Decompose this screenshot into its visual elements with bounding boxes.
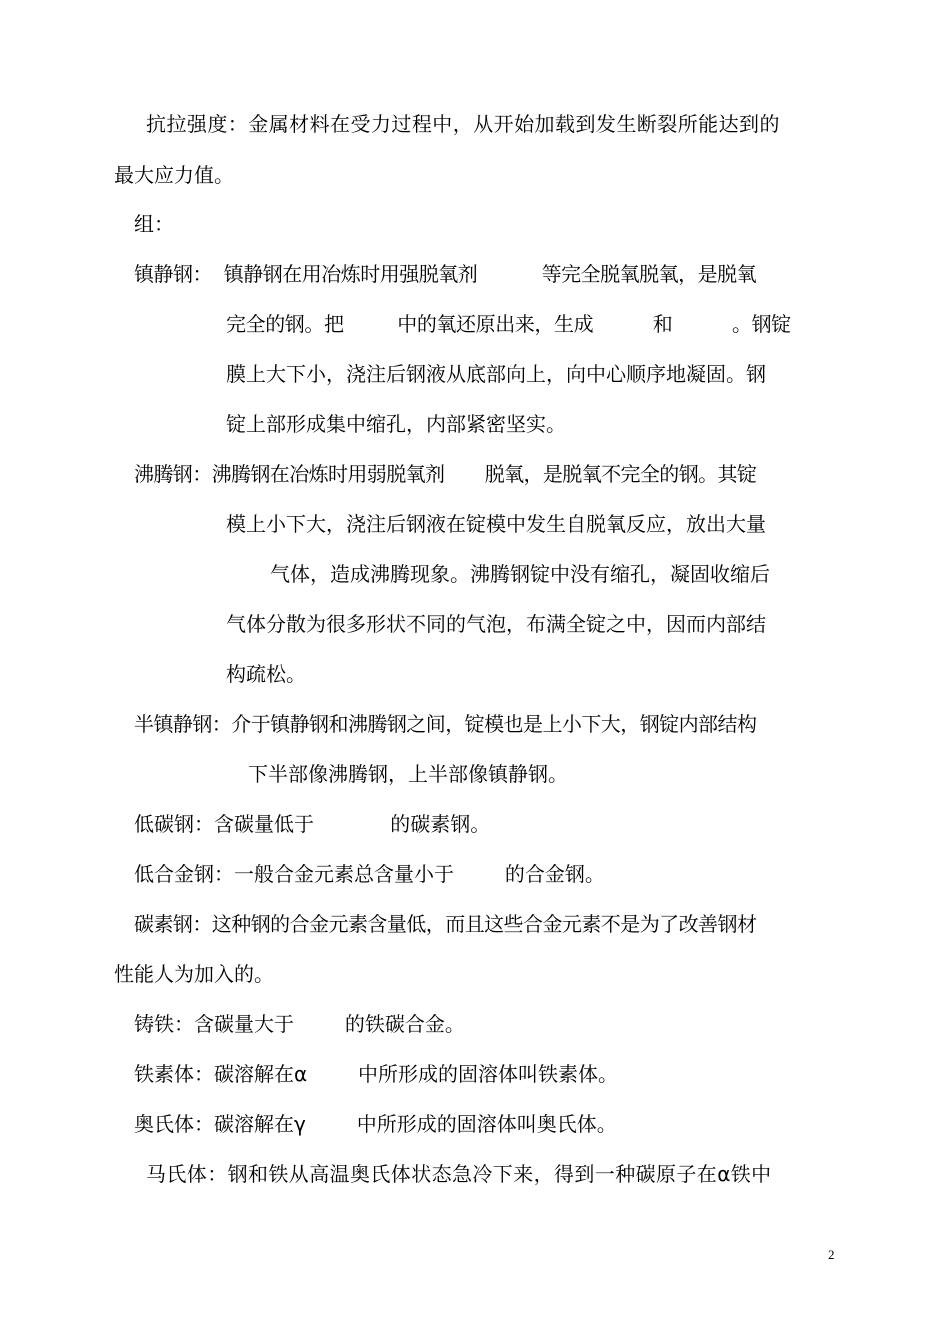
paragraph-carbon-steel-line-1: 碳素钢：这种钢的合金元素含量低，而且这些合金元素不是为了改善钢材 bbox=[134, 912, 757, 936]
paragraph-semi-killed-steel-line-2: 下半部像沸腾钢，上半部像镇静钢。 bbox=[248, 762, 568, 786]
paragraph-rimmed-steel-line-1: 沸腾钢：沸腾钢在冶炼时用弱脱氧剂 脱氧，是脱氧不完全的钢。其锭 bbox=[134, 462, 757, 486]
paragraph-rimmed-steel-line-2: 模上小下大，浇注后钢液在锭模中发生自脱氧反应，放出大量 bbox=[226, 512, 766, 536]
paragraph-rimmed-steel-line-4: 气体分散为很多形状不同的气泡，布满全锭之中，因而内部结 bbox=[226, 612, 766, 636]
paragraph-austenite-line-1: 奥氏体：碳溶解在γ 中所形成的固溶体叫奥氏体。 bbox=[134, 1112, 617, 1136]
paragraph-killed-steel-line-1: 镇静钢： 镇静钢在用冶炼时用强脱氧剂 等完全脱氧脱氧，是脱氧 bbox=[134, 262, 757, 286]
paragraph-low-carbon-steel-line-1: 低碳钢：含碳量低于 的碳素钢。 bbox=[134, 812, 491, 836]
paragraph-group-line-1: 组： bbox=[134, 212, 174, 236]
paragraph-rimmed-steel-line-5: 构疏松。 bbox=[226, 662, 306, 686]
paragraph-tensile-strength-line-1: 抗拉强度：金属材料在受力过程中，从开始加载到发生断裂所能达到的 bbox=[146, 112, 780, 136]
paragraph-ferrite-line-1: 铁素体：碳溶解在α 中所形成的固溶体叫铁素体。 bbox=[134, 1062, 619, 1086]
paragraph-carbon-steel-line-2: 性能人为加入的。 bbox=[114, 962, 274, 986]
paragraph-semi-killed-steel-line-1: 半镇静钢：介于镇静钢和沸腾钢之间，锭模也是上小下大，钢锭内部结构 bbox=[134, 712, 757, 736]
paragraph-cast-iron-line-1: 铸铁：含碳量大于 的铁碳合金。 bbox=[134, 1012, 465, 1036]
paragraph-killed-steel-line-3: 膜上大下小，浇注后钢液从底部向上，向中心顺序地凝固。钢 bbox=[226, 362, 766, 386]
paragraph-rimmed-steel-line-3: 气体，造成沸腾现象。沸腾钢锭中没有缩孔，凝固收缩后 bbox=[270, 562, 770, 586]
paragraph-killed-steel-line-2: 完全的钢。把 中的氧还原出来，生成 和 。钢锭 bbox=[226, 312, 791, 336]
paragraph-tensile-strength-line-2: 最大应力值。 bbox=[114, 163, 234, 187]
paragraph-martensite-line-1: 马氏体：钢和铁从高温奥氏体状态急冷下来，得到一种碳原子在α铁中 bbox=[146, 1162, 772, 1186]
paragraph-killed-steel-line-4: 锭上部形成集中缩孔，内部紧密坚实。 bbox=[226, 412, 566, 436]
paragraph-low-alloy-steel-line-1: 低合金钢：一般合金元素总含量小于 的合金钢。 bbox=[134, 862, 605, 886]
page-number: 2 bbox=[828, 1247, 835, 1262]
